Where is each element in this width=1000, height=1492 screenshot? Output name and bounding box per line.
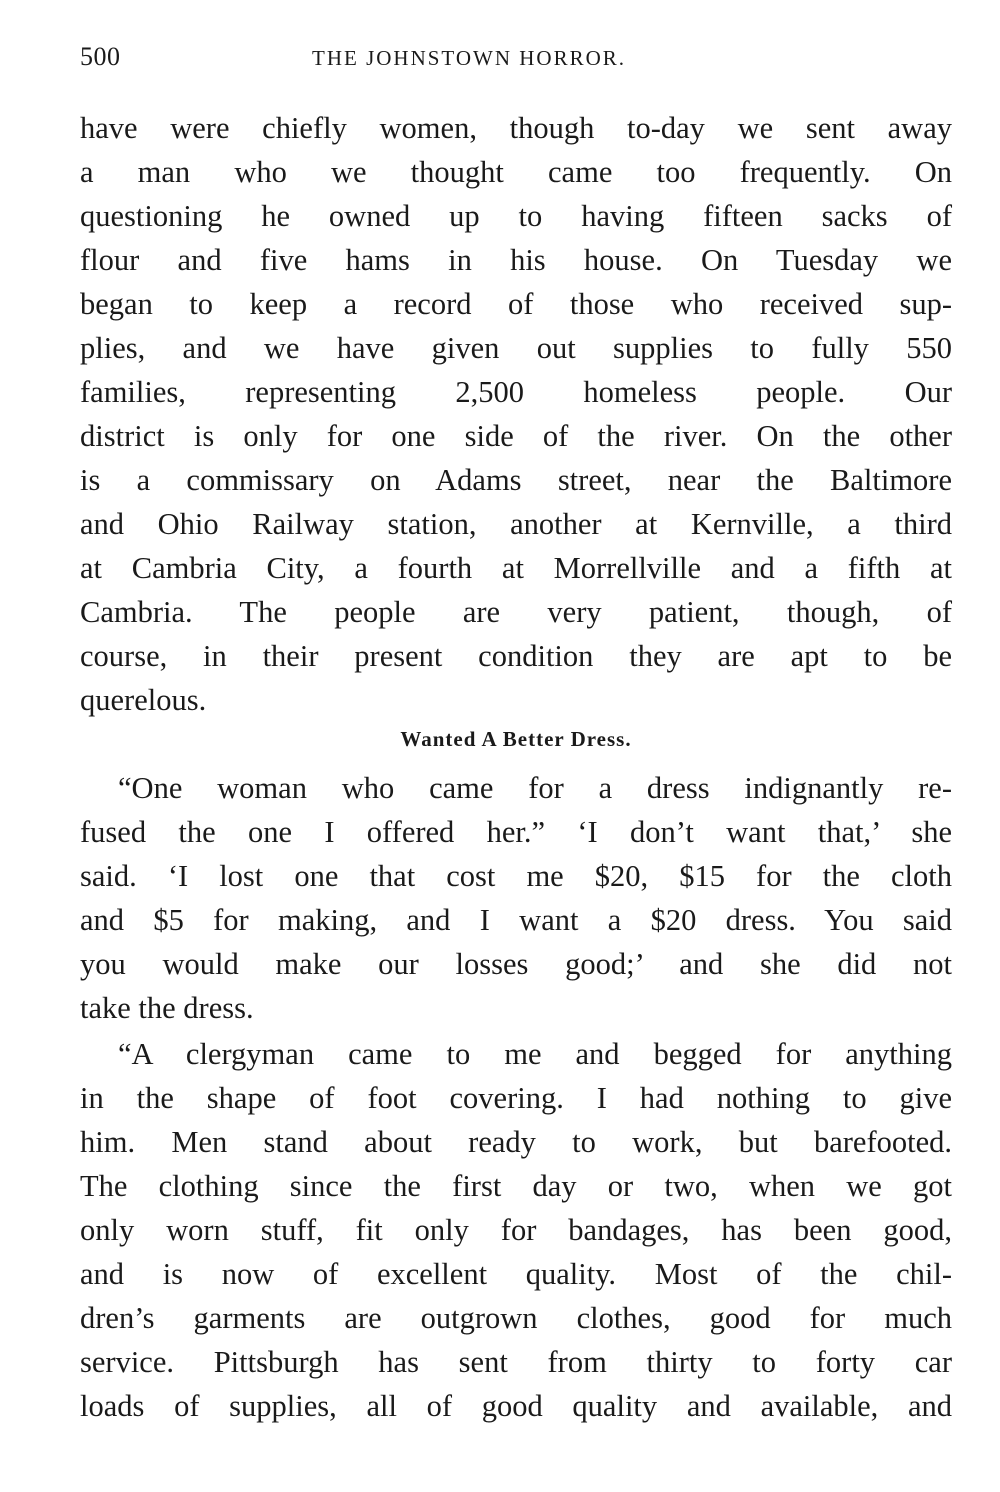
page-number: 500 [80,42,121,71]
text-line: questioning he owned up to having fifteen sacks of [80,199,952,233]
text-line: began to keep a record of those who received sup- [80,287,952,321]
text-line: said. ‘I lost one that cost me $20, $15 for the cloth [80,859,952,893]
text-line: only worn stuff, fit only for bandages, has been good, [80,1213,952,1247]
text-line: dren’s garments are outgrown clothes, good for much [80,1301,952,1335]
text-line: Cambria. The people are very patient, though, of [80,595,952,629]
text-line: fused the one I offered her.” ‘I don’t want that,’ she [80,815,952,849]
running-head [80,42,952,82]
text-line: The clothing since the first day or two, when we got [80,1169,952,1203]
text-line: loads of supplies, all of good quality and available, and [80,1389,952,1423]
text-line: “A clergyman came to me and begged for anything [118,1037,952,1071]
text-line: querelous. [80,683,207,717]
text-line: and is now of excellent quality. Most of the chil- [80,1257,952,1291]
text-line: families, representing 2,500 homeless people. Our [80,375,952,409]
text-line: and $5 for making, and I want a $20 dress. You said [80,903,952,937]
text-line: course, in their present condition they are apt to be [80,639,952,673]
text-line: “One woman who came for a dress indignantly re- [118,771,952,805]
text-line: in the shape of foot covering. I had nothing to give [80,1081,952,1115]
text-line: service. Pittsburgh has sent from thirty to forty car [80,1345,952,1379]
text-line: a man who we thought came too frequently. On [80,155,952,189]
text-line: district is only for one side of the river. On the other [80,419,952,453]
text-line: is a commissary on Adams street, near the Baltimore [80,463,952,497]
text-line: and Ohio Railway station, another at Kernville, a third [80,507,952,541]
running-title: THE JOHNSTOWN HORROR. [312,46,627,70]
text-line: him. Men stand about ready to work, but barefooted. [80,1125,952,1159]
text-line: you would make our losses good;’ and she did not [80,947,952,981]
text-line: take the dress. [80,991,254,1025]
text-line: plies, and we have given out supplies to fully 550 [80,331,952,365]
text-line: have were chiefly women, though to-day we sent away [80,111,952,145]
text-line: flour and five hams in his house. On Tuesday we [80,243,952,277]
text-line: at Cambria City, a fourth at Morrellville and a fifth at [80,551,952,585]
section-subheading: Wanted A Better Dress. [400,727,632,751]
